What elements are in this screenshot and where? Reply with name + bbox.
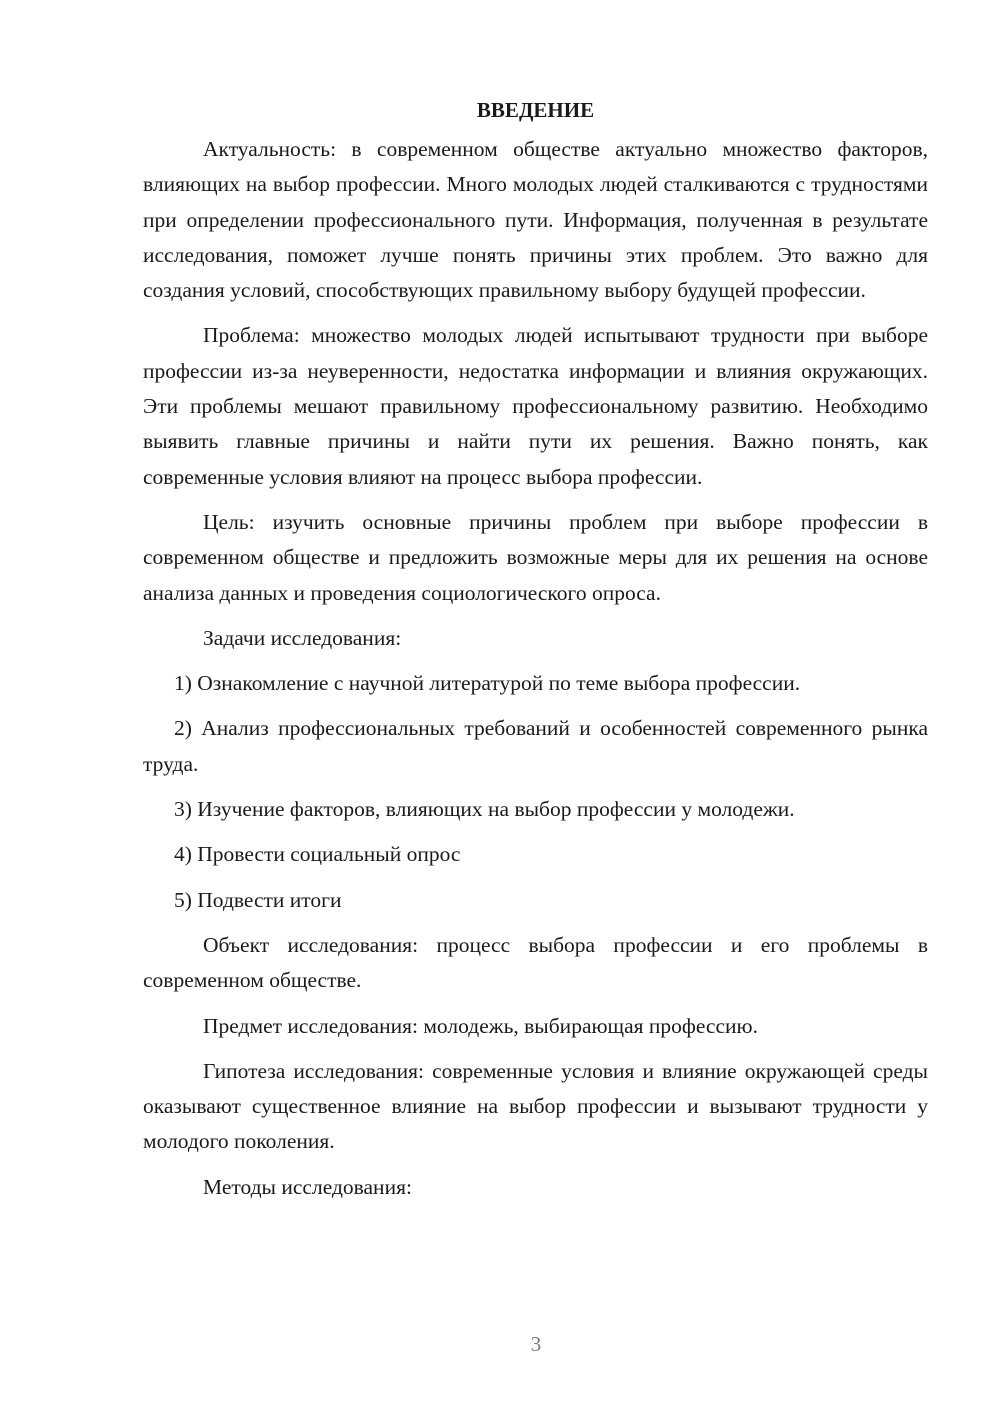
object-paragraph: Объект исследования: процесс выбора профессии и его проблемы в современном обществе. xyxy=(143,932,928,993)
goal-paragraph: Цель: изучить основные причины проблем при выборе профессии в современном обществе и предложить возможные меры для их решения на основе анализа данных и проведения социологического опроса. xyxy=(143,509,928,605)
subject-paragraph: Предмет исследования: молодежь, выбирающая профессию. xyxy=(203,1013,758,1038)
page-number: 3 xyxy=(530,1332,542,1356)
task-item-1: 1) Ознакомление с научной литературой по теме выбора профессии. xyxy=(174,671,801,696)
tasks-heading: Задачи исследования: xyxy=(203,625,402,650)
document-page xyxy=(143,92,928,1215)
task-item-2: 2) Анализ профессиональных требований и особенностей современного рынка труда. xyxy=(143,716,928,776)
methods-heading: Методы исследования: xyxy=(203,1174,412,1199)
task-item-5: 5) Подвести итоги xyxy=(174,887,342,912)
hypothesis-paragraph: Гипотеза исследования: современные условия и влияние окружающей среды оказывают существенное влияние на выбор профессии и вызывают трудности у молодого поколения. xyxy=(143,1058,928,1154)
page-title: ВВЕДЕНИЕ xyxy=(476,98,595,122)
relevance-paragraph: Актуальность: в современном обществе актуально множество факторов, влияющих на выбор профессии. Много молодых людей сталкиваются с трудностями при определении профессионального пути. Информация, полученная в результате исследования, поможет лучше понять причины этих проблем. Это важно для создания условий, способствующих правильному выбору будущей профессии. xyxy=(143,137,928,303)
problem-paragraph: Проблема: множество молодых людей испытывают трудности при выборе профессии из-за неуверенности, недостатка информации и влияния окружающих. Эти проблемы мешают правильному профессиональному развитию. Необходимо выявить главные причины и найти пути их решения. Важно понять, как современные условия влияют на процесс выбора профессии. xyxy=(143,323,928,489)
task-item-4: 4) Провести социальный опрос xyxy=(174,842,461,867)
task-item-3: 3) Изучение факторов, влияющих на выбор профессии у молодежи. xyxy=(174,797,795,822)
